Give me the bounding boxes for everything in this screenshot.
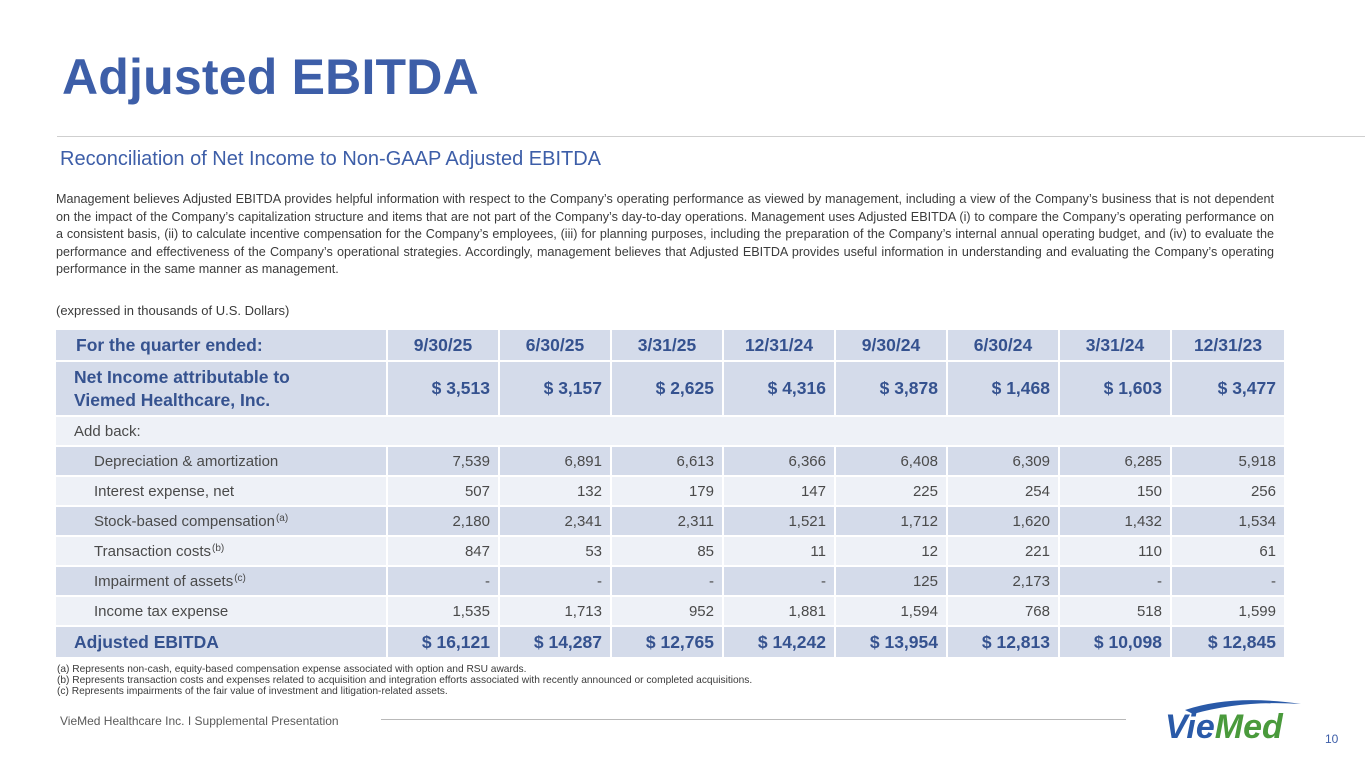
- table-cell: 1,535: [388, 597, 500, 627]
- period-header: 3/31/25: [612, 330, 724, 362]
- row-label: [56, 507, 388, 537]
- page-title: Adjusted EBITDA: [62, 49, 479, 105]
- table-cell: 1,534: [1172, 507, 1284, 537]
- header-label: For the quarter ended:: [56, 330, 388, 362]
- row-label-text: Impairment of assets: [94, 572, 234, 590]
- table-cell: 2,311: [612, 507, 724, 537]
- table-cell: 6,408: [836, 447, 948, 477]
- table-cell: 7,539: [388, 447, 500, 477]
- table-cell: 1,521: [724, 507, 836, 537]
- table-row: [56, 447, 1284, 477]
- net-income-label-line2: Viemed Healthcare, Inc.: [74, 389, 271, 410]
- table-cell: 11: [724, 537, 836, 567]
- table-cell: 2,341: [500, 507, 612, 537]
- table-cell: 1,713: [500, 597, 612, 627]
- footnote-marker: (a): [275, 512, 289, 524]
- table-cell: 147: [724, 477, 836, 507]
- net-income-row: [56, 362, 1284, 417]
- row-label-text: Stock-based compensation: [94, 512, 275, 530]
- footnote-b: (b) Represents transaction costs and expenses related to acquisition and integration efforts associated with recently announced or completed acquisitions.: [57, 675, 753, 686]
- table-cell: 507: [388, 477, 500, 507]
- units-note: (expressed in thousands of U.S. Dollars): [56, 303, 290, 318]
- table-cell: 952: [612, 597, 724, 627]
- table-cell: 85: [612, 537, 724, 567]
- viemed-logo: [1163, 696, 1311, 742]
- table-cell: 2,180: [388, 507, 500, 537]
- row-label-text: Interest expense, net: [94, 482, 235, 500]
- row-label: [56, 597, 388, 627]
- section-subtitle: Reconciliation of Net Income to Non-GAAP Adjusted EBITDA: [60, 148, 602, 170]
- adjusted-ebitda-label: Adjusted EBITDA: [56, 627, 388, 659]
- period-header: 12/31/23: [1172, 330, 1284, 362]
- table-cell: 61: [1172, 537, 1284, 567]
- period-header: 9/30/24: [836, 330, 948, 362]
- table-cell: -: [388, 567, 500, 597]
- row-label: [56, 447, 388, 477]
- net-income-label-line1: Net Income attributable to: [74, 366, 290, 387]
- footnote-marker: (c): [234, 572, 246, 584]
- row-label-text: Transaction costs: [94, 542, 211, 560]
- net-income-label: [56, 362, 388, 417]
- net-income-cell: $ 3,513: [388, 362, 500, 417]
- row-label: [56, 567, 388, 597]
- net-income-cell: $ 2,625: [612, 362, 724, 417]
- title-divider: [57, 136, 1365, 137]
- table-cell: -: [500, 567, 612, 597]
- period-header: 6/30/25: [500, 330, 612, 362]
- adjusted-ebitda-cell: $ 12,813: [948, 627, 1060, 659]
- table-cell: 768: [948, 597, 1060, 627]
- row-label-text: Depreciation & amortization: [94, 452, 279, 470]
- table-cell: 6,891: [500, 447, 612, 477]
- adjusted-ebitda-cell: $ 14,242: [724, 627, 836, 659]
- table-cell: 6,309: [948, 447, 1060, 477]
- adjusted-ebitda-cell: $ 12,845: [1172, 627, 1284, 659]
- table-cell: 221: [948, 537, 1060, 567]
- footnote-marker: (b): [212, 542, 225, 554]
- table-cell: 6,613: [612, 447, 724, 477]
- footnotes: [57, 664, 752, 697]
- adjusted-ebitda-row: [56, 627, 1284, 659]
- net-income-cell: $ 3,477: [1172, 362, 1284, 417]
- add-back-label: Add back:: [56, 417, 1284, 447]
- table-cell: 1,594: [836, 597, 948, 627]
- table-cell: -: [724, 567, 836, 597]
- table-cell: 53: [500, 537, 612, 567]
- table-cell: 1,599: [1172, 597, 1284, 627]
- table-cell: 6,366: [724, 447, 836, 477]
- net-income-cell: $ 1,468: [948, 362, 1060, 417]
- table-cell: 225: [836, 477, 948, 507]
- intro-paragraph: Management believes Adjusted EBITDA provides helpful information with respect to the Company’s operating performance as viewed by management, including a view of the Company’s business that is not dependent on the impact of the Company’s capitalization structure and items that are not part of the Company’s day-to-day operations. Management uses Adjusted EBITDA (i) to compare the Company’s operating performance on a consistent basis, (ii) to calculate incentive compensation for the Company’s employees, (iii) for planning purposes, including the preparation of the Company’s internal annual operating budget, and (iv) to evaluate the performance and effectiveness of the Company’s operational strategies. Accordingly, management believes that Adjusted EBITDA provides useful information in understanding and evaluating the Company’s operating performance in the same manner as management.: [56, 192, 1274, 276]
- period-header: 9/30/25: [388, 330, 500, 362]
- adjusted-ebitda-cell: $ 16,121: [388, 627, 500, 659]
- table-cell: 518: [1060, 597, 1172, 627]
- row-label: [56, 537, 388, 567]
- table-cell: 847: [388, 537, 500, 567]
- table-row: [56, 537, 1284, 567]
- table-cell: 6,285: [1060, 447, 1172, 477]
- table-header-row: [56, 330, 1284, 362]
- net-income-cell: $ 3,878: [836, 362, 948, 417]
- period-header: 6/30/24: [948, 330, 1060, 362]
- period-header: 12/31/24: [724, 330, 836, 362]
- adjusted-ebitda-cell: $ 12,765: [612, 627, 724, 659]
- footer-text: VieMed Healthcare Inc. I Supplemental Presentation: [60, 714, 339, 728]
- table-row: [56, 567, 1284, 597]
- table-cell: 254: [948, 477, 1060, 507]
- table-cell: -: [1172, 567, 1284, 597]
- table-row: [56, 507, 1284, 537]
- table-cell: 2,173: [948, 567, 1060, 597]
- table-cell: 179: [612, 477, 724, 507]
- table-cell: -: [1060, 567, 1172, 597]
- table-cell: 1,432: [1060, 507, 1172, 537]
- table-cell: 150: [1060, 477, 1172, 507]
- net-income-cell: $ 4,316: [724, 362, 836, 417]
- table-cell: 110: [1060, 537, 1172, 567]
- row-label-text: Income tax expense: [94, 602, 229, 620]
- footnote-c: (c) Represents impairments of the fair value of investment and litigation-related assets.: [57, 686, 448, 697]
- table-cell: 125: [836, 567, 948, 597]
- table-cell: 132: [500, 477, 612, 507]
- adjusted-ebitda-cell: $ 14,287: [500, 627, 612, 659]
- footer-divider: [381, 719, 1126, 720]
- table-cell: 5,918: [1172, 447, 1284, 477]
- ebitda-reconciliation-table: [56, 330, 1284, 659]
- page-number: 10: [1325, 732, 1339, 746]
- table-cell: 1,712: [836, 507, 948, 537]
- adjusted-ebitda-cell: $ 10,098: [1060, 627, 1172, 659]
- table-cell: -: [612, 567, 724, 597]
- add-back-row: [56, 417, 1284, 447]
- table-cell: 1,620: [948, 507, 1060, 537]
- period-header: 3/31/24: [1060, 330, 1172, 362]
- table-row: [56, 597, 1284, 627]
- table-cell: 1,881: [724, 597, 836, 627]
- net-income-cell: $ 3,157: [500, 362, 612, 417]
- logo-text: VieMed: [1165, 708, 1283, 742]
- footnote-a: (a) Represents non-cash, equity-based compensation expense associated with option and RSU awards.: [57, 664, 527, 675]
- net-income-cell: $ 1,603: [1060, 362, 1172, 417]
- table-cell: 256: [1172, 477, 1284, 507]
- row-label: [56, 477, 388, 507]
- table-cell: 12: [836, 537, 948, 567]
- adjusted-ebitda-cell: $ 13,954: [836, 627, 948, 659]
- table-row: [56, 477, 1284, 507]
